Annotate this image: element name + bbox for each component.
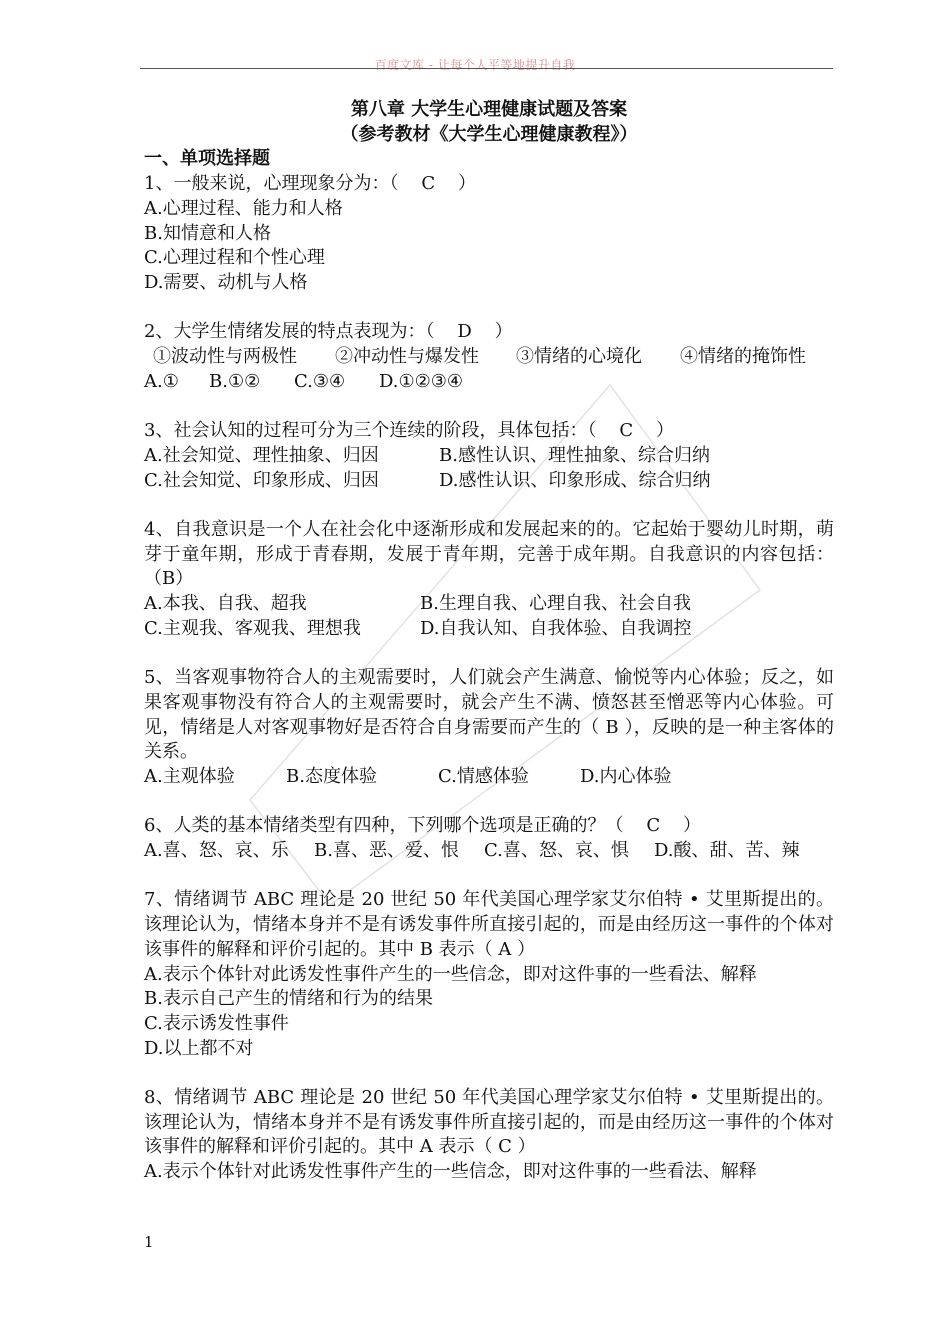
option: A.社会知觉、理性抽象、归因 — [144, 444, 379, 466]
option: C.心理过程和个性心理 — [144, 247, 325, 269]
option: B.态度体验 — [286, 765, 377, 787]
option: B.①② — [209, 370, 261, 392]
option: C.③④ — [294, 370, 346, 392]
question-stem: 1、一般来说，心理现象分为：（ C ） — [144, 173, 476, 195]
document-body — [144, 98, 834, 1185]
question-8 — [144, 1086, 834, 1185]
section-heading: 一、单项选择题 — [144, 148, 270, 170]
option: B.喜、恶、爱、恨 — [314, 840, 459, 862]
option: A.表示个体针对此诱发性事件产生的一些信念，即对这件事的一些看法、解释 — [144, 963, 757, 985]
list-item: ③情绪的心境化 — [516, 346, 642, 368]
question-1 — [144, 172, 834, 296]
question-stem: 6、人类的基本情绪类型有四种，下列哪个选项是正确的？（ C ） — [144, 815, 701, 837]
question-stem: 7、情绪调节 ABC 理论是 20 世纪 50 年代美国心理学家艾尔伯特 • 艾里斯提出的。该理论认为，情绪本身并不是有诱发事件所直接引起的，而是由经历这一事件的个体对该事件的解释和评价引起的。其中 B 表示（ A ） — [144, 889, 834, 960]
option: A.主观体验 — [144, 765, 235, 787]
option: B.生理自我、心理自我、社会自我 — [420, 593, 691, 615]
question-4 — [144, 518, 834, 642]
question-5 — [144, 666, 834, 790]
option: B.知情意和人格 — [144, 222, 271, 244]
option: A.本我、自我、超我 — [144, 593, 307, 615]
question-7 — [144, 888, 834, 1061]
question-stem: 3、社会认知的过程可分为三个连续的阶段，具体包括：（ C ） — [144, 420, 674, 442]
option: D.感性认识、印象形成、综合归纳 — [439, 469, 711, 491]
question-stem: 4、自我意识是一个人在社会化中逐渐形成和发展起来的的。它起始于婴幼儿时期，萌芽于童年期，形成于青春期，发展于青年期，完善于成年期。自我意识的内容包括：（B） — [144, 518, 834, 590]
list-item: ④情绪的掩饰性 — [680, 346, 806, 368]
option: D.需要、动机与人格 — [144, 271, 308, 293]
question-2 — [144, 320, 834, 394]
option-row — [144, 617, 834, 642]
page-title: 第八章 大学生心理健康试题及答案 — [350, 99, 628, 120]
list-item: ①波动性与两极性 — [153, 346, 297, 368]
page-number: 1 — [144, 1233, 154, 1251]
question-stem: 5、当客观事物符合人的主观需要时，人们就会产生满意、愉悦等内心体验；反之，如果客观事物没有符合人的主观需要时，就会产生不满、愤怒甚至憎恶等内心体验。可见，情绪是人对客观事物好是否符合自身需要而产生的（ B ），反映的是一种主客体的关系。 — [144, 667, 834, 763]
option: D.以上都不对 — [144, 1037, 254, 1059]
page-subtitle: （参考教材《大学生心理健康教程》） — [340, 123, 638, 145]
option: A.喜、怒、哀、乐 — [144, 840, 289, 862]
option-row — [144, 592, 834, 617]
option-row — [144, 444, 834, 469]
option: D.酸、甜、苦、辣 — [654, 840, 800, 862]
option: A.表示个体针对此诱发性事件产生的一些信念，即对这件事的一些看法、解释 — [144, 1161, 757, 1183]
question-stem: 8、情绪调节 ABC 理论是 20 世纪 50 年代美国心理学家艾尔伯特 • 艾里斯提出的。该理论认为，情绪本身并不是有诱发事件所直接引起的，而是由经历这一事件的个体对该事件的解释和评价引起的。其中 A 表示（ C ） — [144, 1087, 834, 1158]
question-6 — [144, 814, 834, 863]
option-row — [144, 765, 834, 790]
option: A.① — [144, 370, 179, 392]
option: C.情感体验 — [438, 765, 529, 787]
option: D.自我认知、自我体验、自我调控 — [420, 617, 692, 639]
option: B.感性认识、理性抽象、综合归纳 — [439, 444, 710, 466]
list-item: ②冲动性与爆发性 — [335, 346, 479, 368]
option: D.内心体验 — [580, 765, 672, 787]
option-row — [144, 469, 834, 494]
option: C.主观我、客观我、理想我 — [144, 617, 361, 639]
item-list — [144, 345, 834, 370]
option-row — [144, 370, 834, 395]
question-3 — [144, 419, 834, 493]
option: C.表示诱发性事件 — [144, 1012, 289, 1034]
option-row — [144, 839, 834, 864]
question-stem: 2、大学生情绪发展的特点表现为：（ D ） — [144, 321, 513, 343]
option: B.表示自己产生的情绪和行为的结果 — [144, 988, 433, 1010]
option: A.心理过程、能力和人格 — [144, 197, 343, 219]
option: C.喜、怒、哀、惧 — [484, 840, 629, 862]
header-rule — [140, 68, 833, 69]
option: D.①②③④ — [379, 370, 464, 392]
header-watermark-text: 百度文库 - 让每个人平等地提升自我 — [374, 58, 576, 72]
option: C.社会知觉、印象形成、归因 — [144, 469, 379, 491]
